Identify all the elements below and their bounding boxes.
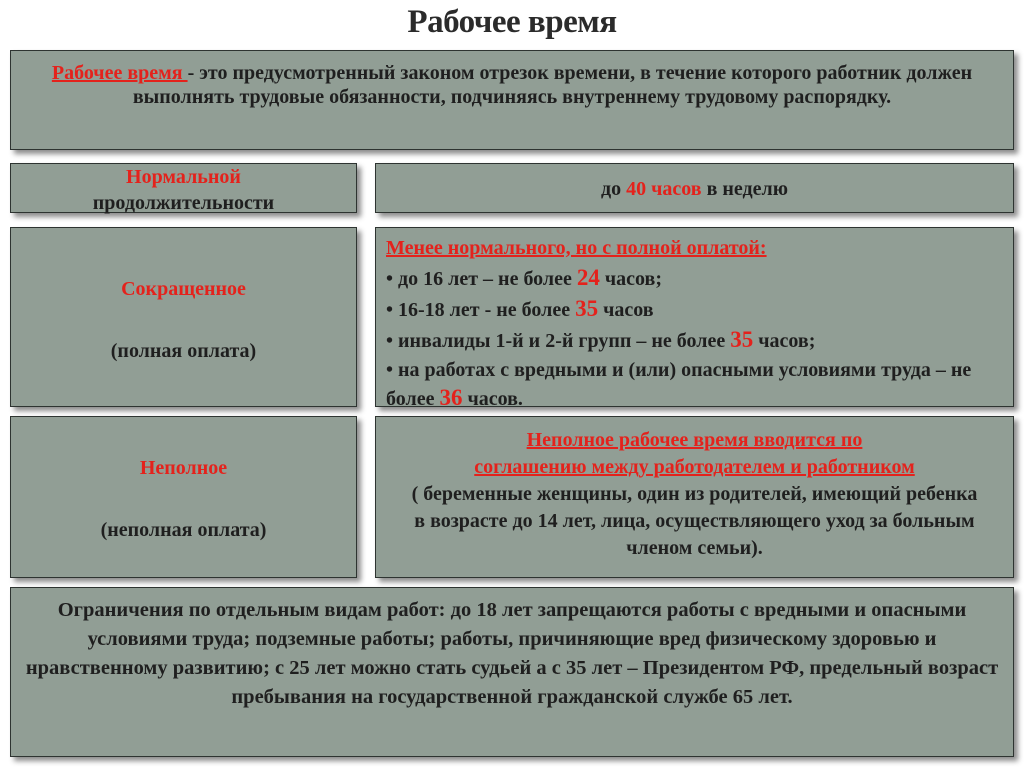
normal-label-rest: продолжительности: [92, 192, 275, 214]
short-sublabel: (полная оплата): [110, 340, 257, 362]
part-time-label-box: [10, 416, 357, 578]
hours-number: 24: [576, 265, 600, 290]
normal-label-red: Нормальной: [126, 166, 241, 188]
list-item: • инвалиды 1-й и 2-й групп – не более 35 часов;: [386, 327, 816, 352]
normal-value-pre: до: [600, 178, 627, 200]
short-heading: Менее нормального, но с полной оплатой:: [386, 237, 767, 259]
normal-duration-value-box: [375, 163, 1014, 213]
normal-duration-label-box: [10, 163, 357, 213]
hours-number: 35: [575, 296, 599, 321]
list-item: • на работах с вредными и (или) опасными условиями труда – не более 36 часов.: [386, 359, 972, 410]
hours-number: 36: [439, 385, 463, 410]
list-item: • 16-18 лет - не более 35 часов: [386, 296, 654, 321]
definition-term: Рабочее время: [51, 62, 188, 84]
part-time-text-box: [375, 416, 1014, 578]
page-title: Рабочее время: [407, 4, 617, 40]
list-item: • до 16 лет – не более 24 часов;: [386, 265, 663, 290]
part-heading-line1: Неполное рабочее время вводится по: [526, 429, 863, 451]
part-label: Неполное: [139, 457, 228, 479]
limits-box: [10, 587, 1014, 757]
short-label: Сокращенное: [121, 278, 246, 300]
part-text: ( беременные женщины, один из родителей, имеющий ребенка в возрасте до 14 лет, лица, осуществляющего уход за больным членом семьи).: [411, 483, 978, 559]
limits-text: Ограничения по отдельным видам работ: до 18 лет запрещаются работы с вредными и опасными условиями труда; подземные работы; работы, причиняющие вред физическому здоровью и нравственному развитию; с 25 лет можно стать судьей а с 35 лет – Президентом РФ, предельный возраст пребывания на государственной гражданской службе 65 лет.: [25, 599, 999, 708]
hours-number: 35: [730, 327, 754, 352]
definition-box: [10, 50, 1014, 150]
definition-text: - это предусмотренный законом отрезок времени, в течение которого работник должен выполнять трудовые обязанности, подчиняясь внутреннему трудовому распорядку.: [132, 62, 973, 108]
normal-value-hours: 40 часов: [626, 178, 702, 200]
part-heading-line2: соглашению между работодателем и работником: [474, 456, 915, 478]
normal-value-post: в неделю: [701, 178, 789, 200]
short-duration-list-box: [375, 227, 1014, 410]
part-sublabel: (неполная оплата): [100, 519, 267, 541]
short-duration-label-box: [10, 227, 357, 407]
